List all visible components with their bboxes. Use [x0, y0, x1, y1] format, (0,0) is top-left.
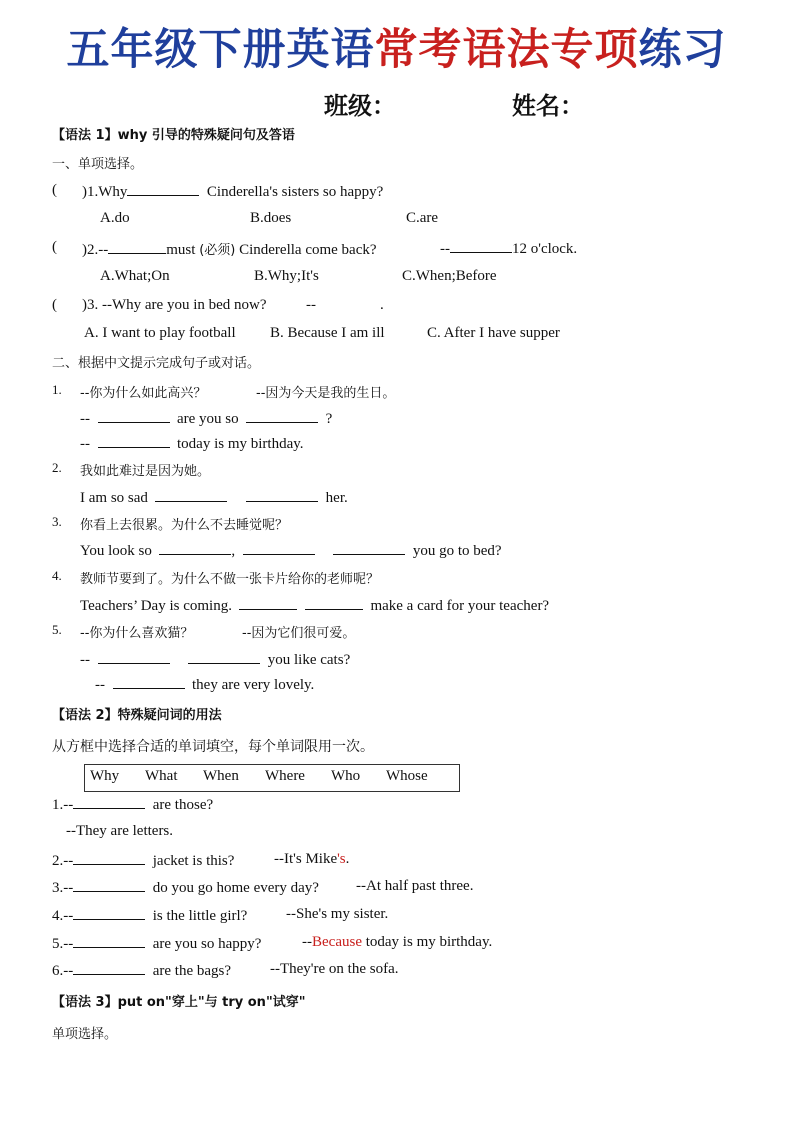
q2-option-a[interactable]: A.What;On: [100, 268, 170, 284]
g2-item2: 2.-- jacket is this?: [52, 853, 235, 869]
q1-blank[interactable]: [127, 182, 199, 196]
g2-item5: 5.-- are you so happy?: [52, 936, 262, 952]
word-why: Why: [90, 768, 120, 784]
q2-option-b[interactable]: B.Why;It's: [254, 268, 319, 284]
q2-blank-2[interactable]: [450, 239, 512, 253]
s2-item5-line1: -- you like cats?: [80, 652, 351, 668]
q3-option-c[interactable]: C. After I have supper: [427, 325, 560, 341]
g2-item5-answer: --Because today is my birthday.: [302, 934, 493, 950]
title-part-2: 常考语法专项: [374, 25, 639, 75]
s2-item1-zh-b: --因为今天是我的生日。: [256, 386, 396, 401]
name-label: 姓名：: [512, 92, 584, 120]
s2-item2-zh: 我如此难过是因为她。: [80, 464, 211, 479]
s2-item4-zh: 教师节要到了。为什么不做一张卡片给你的老师呢？: [80, 572, 380, 587]
q1-option-c[interactable]: C.are: [406, 210, 439, 226]
g2-item3: 3.-- do you go home every day?: [52, 880, 319, 896]
s2-item5-num: 5.: [52, 622, 62, 637]
word-who: Who: [331, 768, 361, 784]
grammar2-instruction: 从方框中选择合适的单词填空，每个单词限用一次。: [52, 739, 374, 755]
grammar3-sub: 单项选择。: [52, 1027, 118, 1042]
page-title: [0, 16, 793, 77]
q2-bracket: (: [52, 239, 57, 255]
word-box: [84, 764, 460, 792]
word-when: When: [203, 768, 239, 784]
q3-option-a[interactable]: A. I want to play football: [84, 325, 236, 341]
g2-item1-answer: --They are letters.: [66, 823, 174, 839]
s2-item1-line2: -- today is my birthday.: [80, 436, 304, 452]
q3-option-b[interactable]: B. Because I am ill: [270, 325, 385, 341]
q1-option-b[interactable]: B.does: [250, 210, 292, 226]
grammar3-heading: 【语法 3】put on"穿上"与 try on"试穿": [52, 995, 306, 1010]
g2-item4-answer: --She's my sister.: [286, 906, 389, 922]
s2-item1-line1: -- are you so ?: [80, 411, 333, 427]
g2-item4: 4.-- is the little girl?: [52, 908, 248, 924]
q2-question: )2.-- must (必须) Cinderella come back?: [82, 242, 377, 258]
q2-answer: -- 12 o'clock.: [440, 241, 578, 257]
class-label: 班级：: [324, 92, 396, 120]
title-part-1: 五年级下册英语: [66, 25, 375, 75]
s2-item5-zh-b: --因为它们很可爱。: [242, 626, 356, 641]
q3-question: )3. --Why are you in bed now?: [82, 297, 267, 313]
q3-bracket: (: [52, 297, 57, 313]
q3-dot: .: [380, 297, 384, 313]
grammar1-heading: 【语法 1】why 引导的特殊疑问句及答语: [52, 128, 295, 143]
s2-item1-num: 1.: [52, 382, 62, 397]
word-whose: Whose: [386, 768, 428, 784]
s2-item3-en: You look so , you go to bed?: [80, 543, 502, 559]
g2-item3-answer: --At half past three.: [356, 878, 474, 894]
s2-item2-num: 2.: [52, 460, 62, 475]
section1-heading: 一、单项选择。: [52, 157, 144, 172]
section2-heading: 二、根据中文提示完成句子或对话。: [52, 356, 261, 371]
word-what: What: [145, 768, 178, 784]
g2-item2-answer: --It's Mike's.: [274, 851, 350, 867]
title-part-3: 练习: [638, 25, 727, 75]
s2-item5-line2: -- they are very lovely.: [95, 677, 315, 693]
s2-item3-zh: 你看上去很累。为什么不去睡觉呢？: [80, 518, 289, 533]
q1-bracket: (: [52, 182, 57, 198]
word-where: Where: [265, 768, 305, 784]
grammar2-heading: 【语法 2】特殊疑问词的用法: [52, 708, 222, 723]
s2-item3-num: 3.: [52, 514, 62, 529]
q3-dash: --: [306, 297, 316, 313]
g2-item6-answer: --They're on the sofa.: [270, 961, 399, 977]
q2-option-c[interactable]: C.When;Before: [402, 268, 497, 284]
s2-item4-en: Teachers’ Day is coming. make a card for your teacher?: [80, 598, 550, 614]
s2-item5-zh-a: --你为什么喜欢猫？: [80, 626, 194, 641]
s2-item4-num: 4.: [52, 568, 62, 583]
g2-item1: 1.-- are those?: [52, 797, 214, 813]
q2-blank-1[interactable]: [108, 240, 166, 254]
q1-question: )1.Why Cinderella's sisters so happy?: [82, 184, 384, 200]
q1-option-a[interactable]: A.do: [100, 210, 130, 226]
s2-item1-zh-a: --你为什么如此高兴？: [80, 386, 207, 401]
g2-item6: 6.-- are the bags?: [52, 963, 232, 979]
s2-item2-en: I am so sad her.: [80, 490, 348, 506]
